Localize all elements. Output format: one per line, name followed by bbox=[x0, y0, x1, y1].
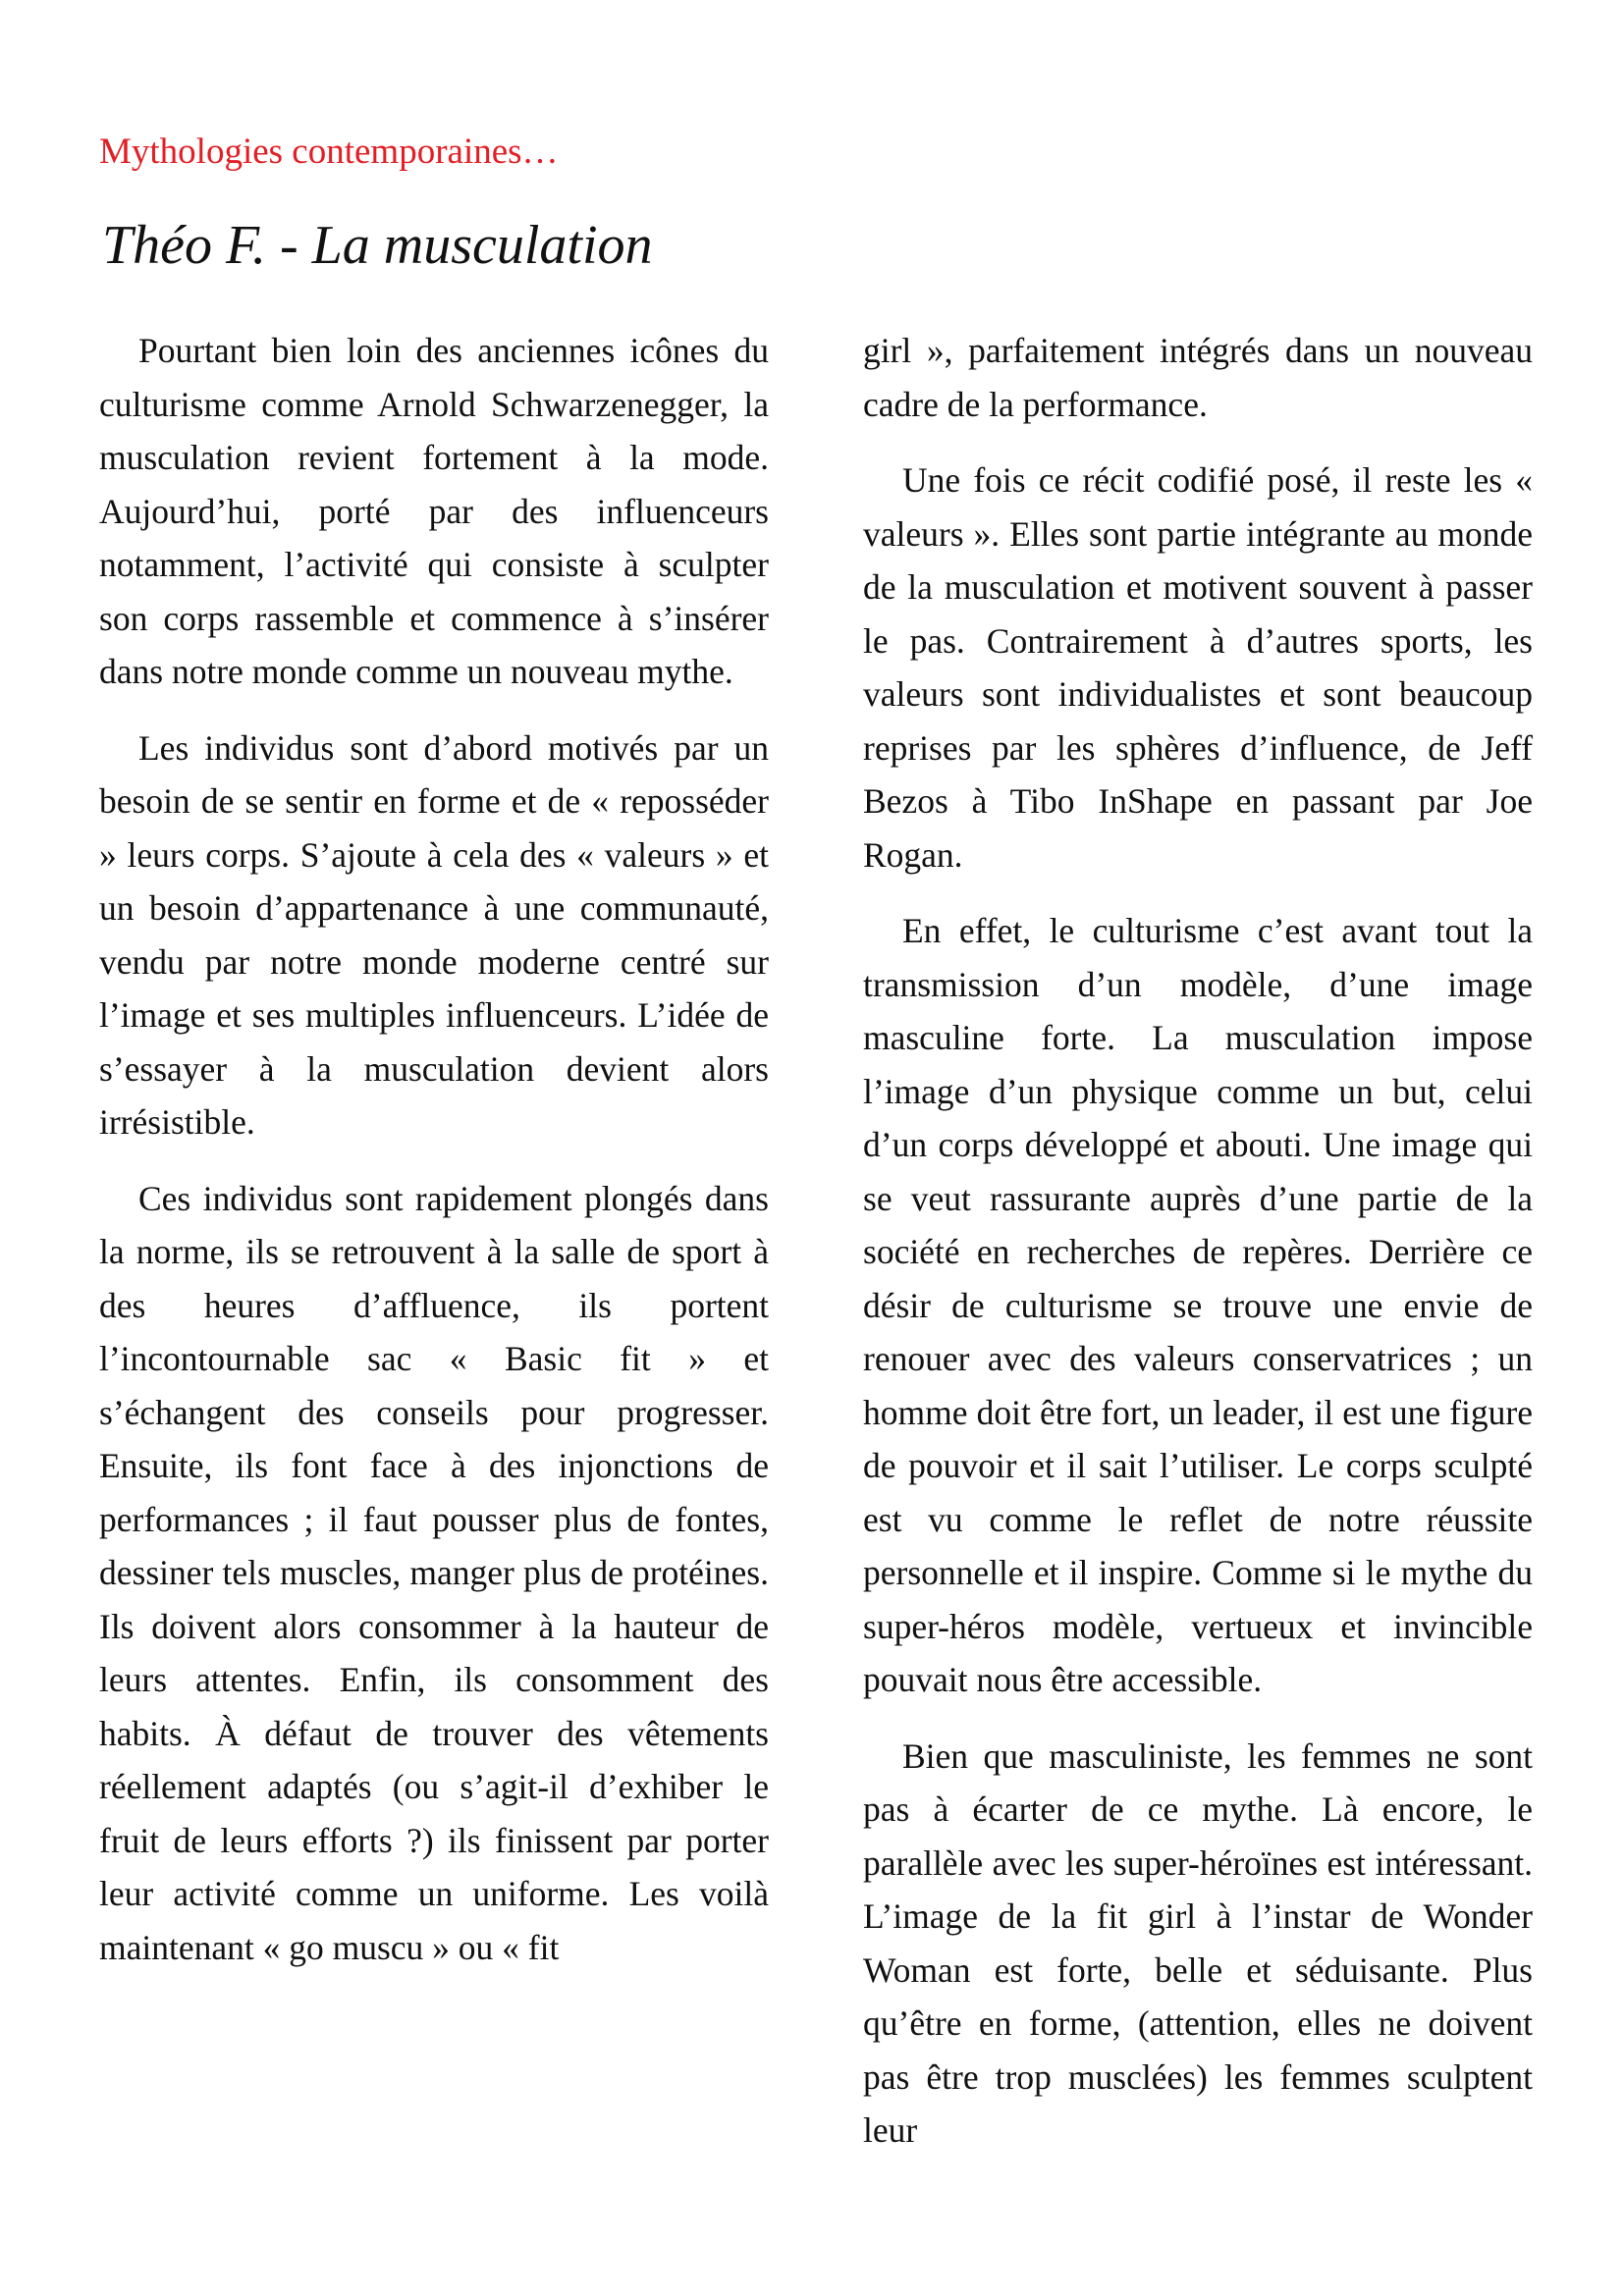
paragraph-motivations: Les individus sont d’abord motivés par un besoin de se sentir en forme et de « reposséder » leurs corps. S’ajoute à cela des « valeurs » et un besoin d’appartenance à une communauté, vendu par notre monde moderne centré sur l’image et ses multiples influenceurs. L’idée de s’essayer à la musculation devient alors irrésistible. bbox=[99, 727, 769, 1142]
series-heading: Mythologies contemporaines… bbox=[99, 132, 559, 172]
paragraph-continuation: girl », parfaitement intégrés dans un nouveau cadre de la performance. bbox=[863, 331, 1533, 424]
paragraph-values: Une fois ce récit codifié posé, il reste les « valeurs ». Elles sont partie intégrante au monde de la musculation et motivent souvent à passer le pas. Contrairement à d’autres sports, les valeurs sont individualistes et sont beaucoup reprises par les sphères d’influence, de Jeff Bezos à Tibo InShape en passant par Joe Rogan. bbox=[863, 460, 1533, 875]
article-title: Théo F. - La musculation bbox=[102, 215, 653, 276]
left-column bbox=[99, 324, 769, 1997]
paragraph-model: En effet, le culturisme c’est avant tout la transmission d’un modèle, d’une image masculine forte. La musculation impose l’image d’un physique comme un but, celui d’un corps développé et abouti. Une image qui se veut rassurante auprès d’une partie de la société en recherches de repères. Derrière ce désir de culturisme se trouve une envie de renouer avec des valeurs conservatrices ; un homme doit être fort, un leader, il est une figure de pouvoir et il sait l’utiliser. Le corps sculpté est vu comme le reflet de notre réussite personnelle et il inspire. Comme si le mythe du super-héros modèle, vertueux et invincible pouvait nous être accessible. bbox=[863, 911, 1533, 1699]
paragraph-intro: Pourtant bien loin des anciennes icônes du culturisme comme Arnold Schwarzenegger, la musculation revient fortement à la mode. Aujourd’hui, porté par des influenceurs notamment, l’activité qui consiste à sculpter son corps rassemble et commence à s’insérer dans notre monde comme un nouveau mythe. bbox=[99, 331, 769, 691]
paragraph-women: Bien que masculiniste, les femmes ne sont pas à écarter de ce mythe. Là encore, le parallèle avec les super-héroïnes est intéressant. L’image de la fit girl à l’instar de Wonder Woman est forte, belle et séduisante. Plus qu’être en forme, (attention, elles ne doivent pas être trop musclées) les femmes sculptent leur bbox=[863, 1735, 1533, 2150]
right-column bbox=[863, 324, 1533, 2180]
paragraph-norms: Ces individus sont rapidement plongés dans la norme, ils se retrouvent à la salle de sport à des heures d’affluence, ils portent l’incontournable sac « Basic fit » et s’échangent des conseils pour progresser. Ensuite, ils font face à des injonctions de performances ; il faut pousser plus de fontes, dessiner tels muscles, manger plus de protéines. Ils doivent alors consommer à la hauteur de leurs attentes. Enfin, ils consomment des habits. À défaut de trouver des vêtements réellement adaptés (ou s’agit-il d’exhiber le fruit de leurs efforts ?) ils finissent par porter leur activité comme un uniforme. Les voilà maintenant « go muscu » ou « fit bbox=[99, 1178, 769, 1967]
